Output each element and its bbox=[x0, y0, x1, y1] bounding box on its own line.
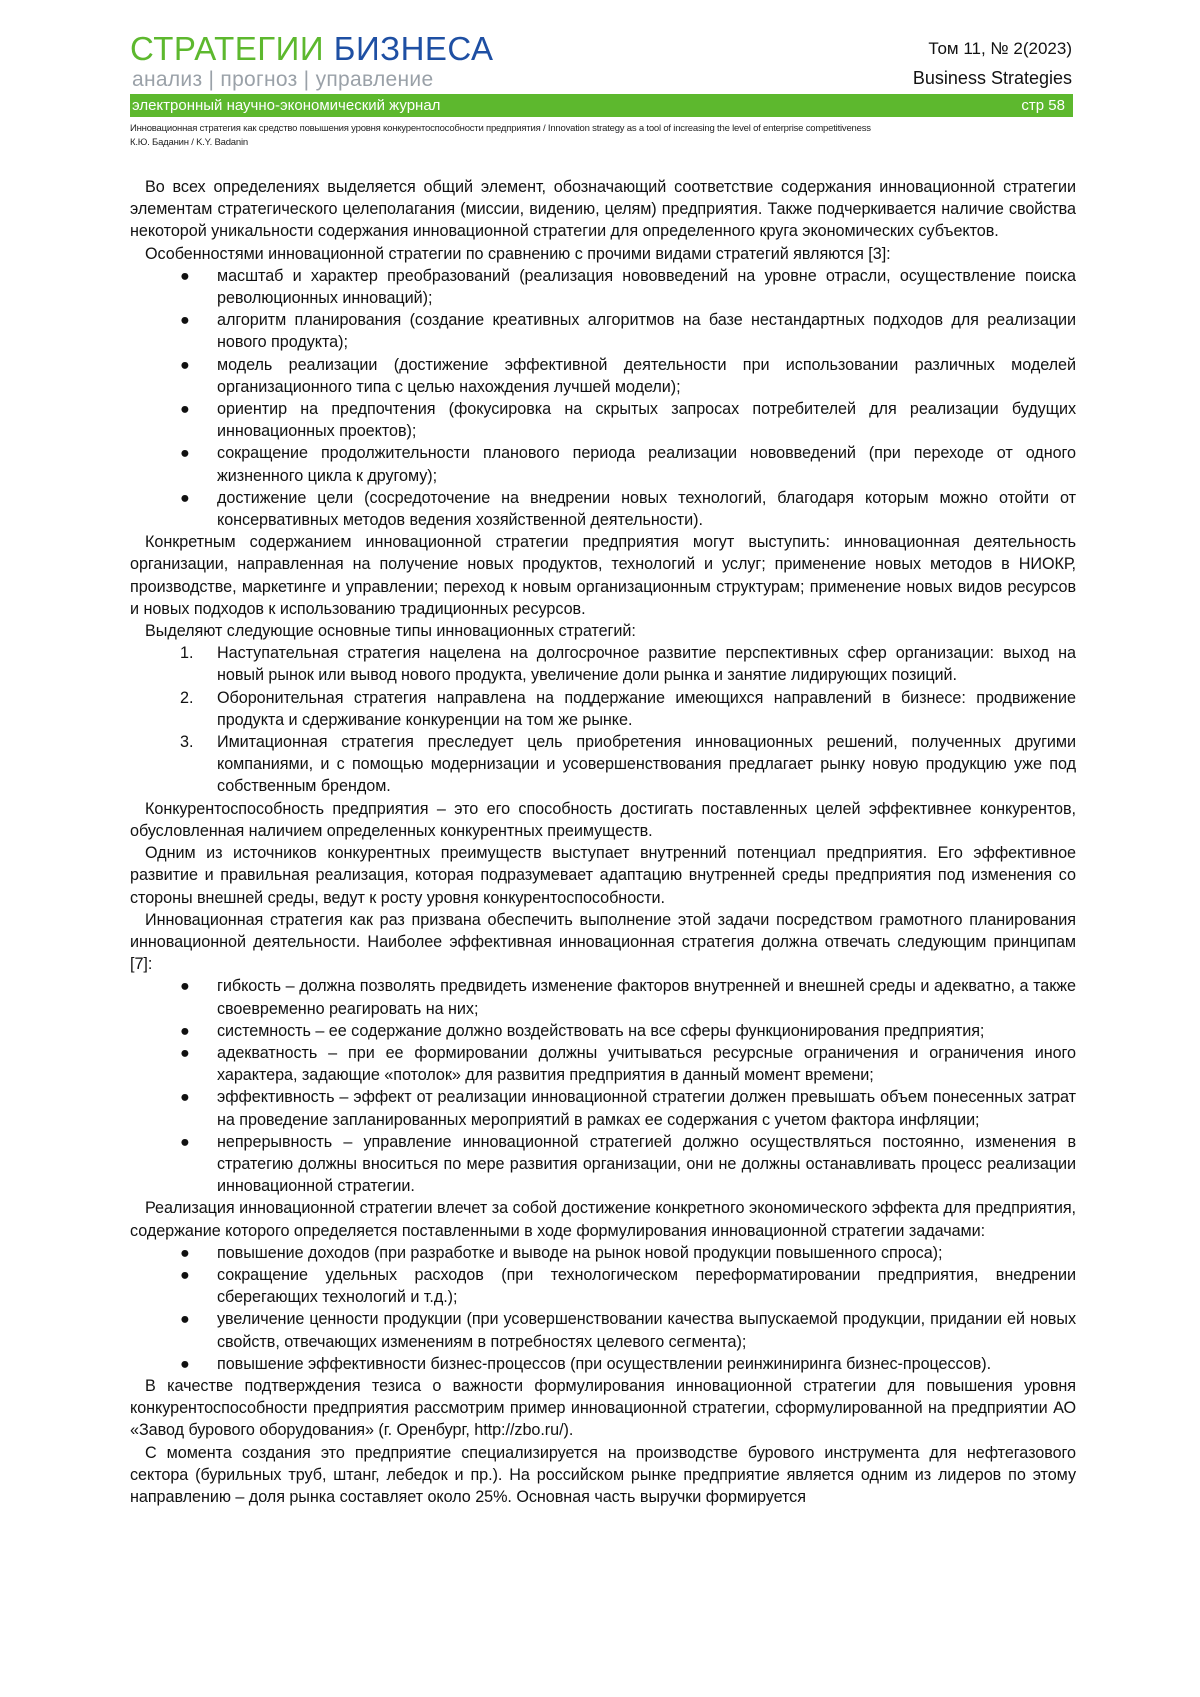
list-item bbox=[130, 975, 1076, 1019]
logo-subtitle: анализ | прогноз | управление bbox=[132, 68, 434, 91]
number-marker: 3. bbox=[180, 733, 194, 752]
article-authors: К.Ю. Баданин / K.Y. Badanin bbox=[130, 137, 248, 148]
paragraph: Одним из источников конкурентных преимуществ выступает внутренний потенциал предприятия. Его эффективное развитие и правильная реализация, которая подразумевает адаптацию внутренней среды предприятия под изменения со стороны внешней среды, ведут к росту уровня конкурентоспособности. bbox=[130, 844, 1076, 907]
list-item-text: гибкость – должна позволять предвидеть изменение факторов внутренней и внешней среды и адекватно, а также своевременно реагировать на них; bbox=[217, 977, 1076, 1018]
bullet-marker: ● bbox=[180, 400, 190, 419]
list-item-text: Оборонительная стратегия направлена на поддержание имеющихся направлений в бизнесе: продвижение продукта и сдерживание конкуренции на том же рынке. bbox=[217, 688, 1076, 729]
list-item-text: ориентир на предпочтения (фокусировка на скрытых запросах потребителей для реализации будущих инновационных проектов); bbox=[217, 400, 1076, 441]
list-item-text: достижение цели (сосредоточение на внедрении новых технологий, благодаря которым можно отойти от консервативных методов ведения хозяйственной деятельности). bbox=[217, 488, 1076, 530]
issue-number: Том 11, № 2(2023) bbox=[928, 39, 1072, 58]
bullet-marker: ● bbox=[180, 1354, 190, 1373]
list-item-text: эффективность – эффект от реализации инновационной стратегии должен превышать объем понесенных затрат на проведение запланированных мероприятий в рамках ее содержания с учетом фактора инфляции; bbox=[217, 1088, 1076, 1129]
paragraph: В качестве подтверждения тезиса о важности формулирования инновационной стратегии для повышения уровня конкурентоспособности предприятия рассмотрим пример инновационной стратегии, сформулированной на предприятии АО «Завод бурового оборудования» (г. Оренбург, http://zbo.ru/). bbox=[130, 1376, 1076, 1440]
bullet-marker: ● bbox=[180, 311, 190, 330]
list-item-text: повышение доходов (при разработке и выводе на рынок новой продукции повышенного спроса); bbox=[217, 1243, 943, 1262]
bullet-marker: ● bbox=[180, 977, 190, 996]
journal-logo bbox=[130, 32, 494, 65]
logo-word-strategies: СТРАТЕГИИ bbox=[130, 30, 325, 67]
list-item-text: адекватность – при ее формировании должны учитываться ресурсные ограничения и ограничения иного характера, задающие «потолок» для развития предприятия в данный момент времени; bbox=[217, 1043, 1076, 1085]
bullet-marker: ● bbox=[180, 1265, 190, 1284]
list-item bbox=[130, 1242, 1076, 1264]
journal-name-en: Business Strategies bbox=[912, 68, 1072, 88]
list-item bbox=[130, 309, 1076, 353]
article-title: Инновационная стратегия как средство повышения уровня конкурентоспособности предприятия / Innovation strategy as a tool of increasing the level of enterprise competitiveness bbox=[130, 123, 871, 134]
list-item bbox=[130, 354, 1076, 398]
article-body bbox=[130, 176, 1076, 1508]
running-header bbox=[130, 122, 1080, 150]
journal-type: электронный научно-экономический журнал bbox=[132, 97, 441, 114]
list-item bbox=[130, 1308, 1076, 1352]
paragraph: С момента создания это предприятие специализируется на производстве бурового инструмента для нефтегазового сектора (бурильных труб, штанг, лебедок и пр.). На российском рынке предприятие является одним из лидеров по этому направлению – доля рынка составляет около 25%. Основная часть выручки формируется bbox=[130, 1443, 1076, 1506]
bullet-marker: ● bbox=[180, 1043, 190, 1062]
bullet-marker: ● bbox=[180, 1088, 190, 1107]
bullet-marker: ● bbox=[180, 444, 190, 463]
number-marker: 1. bbox=[180, 644, 194, 663]
list-item bbox=[130, 442, 1076, 486]
paragraph: Инновационная стратегия как раз призвана обеспечить выполнение этой задачи посредством грамотного планирования инновационной деятельности. Наиболее эффективная инновационная стратегия должна отвечать следующим принципам [7]: bbox=[130, 910, 1076, 974]
list-item-text: модель реализации (достижение эффективной деятельности при использовании различных моделей организационного типа с целью нахождения лучшей модели); bbox=[217, 355, 1076, 396]
list-item bbox=[130, 487, 1076, 531]
paragraph: Выделяют следующие основные типы инновационных стратегий: bbox=[145, 622, 636, 641]
list-item-text: увеличение ценности продукции (при усовершенствовании качества выпускаемой продукции, придании ей новых свойств, отвечающих изменениям в потребностях целевого сегмента); bbox=[217, 1310, 1076, 1351]
list-item bbox=[130, 1020, 1076, 1042]
list-item-text: непрерывность – управление инновационной стратегией должно осуществляться постоянно, изменения в стратегию должны вноситься по мере развития организации, они не должны останавливать процесс реализации инновационной стратегии. bbox=[217, 1132, 1076, 1196]
effects-list bbox=[130, 1242, 1076, 1375]
page-number: стр 58 bbox=[1021, 97, 1065, 114]
list-item-text: сокращение удельных расходов (при технологическом переформатировании предприятия, внедрении сберегающих технологий и т.д.); bbox=[217, 1265, 1076, 1307]
list-item bbox=[130, 687, 1076, 731]
list-item bbox=[130, 1264, 1076, 1308]
paragraph: Особенностями инновационной стратегии по сравнению с прочими видами стратегий являются [3]: bbox=[145, 244, 891, 263]
list-item bbox=[130, 1131, 1076, 1198]
list-item-text: повышение эффективности бизнес-процессов (при осуществлении реинжиниринга бизнес-процессов). bbox=[217, 1354, 992, 1373]
bullet-marker: ● bbox=[180, 355, 190, 374]
list-item bbox=[130, 731, 1076, 798]
list-item bbox=[130, 265, 1076, 309]
bullet-marker: ● bbox=[180, 1021, 190, 1040]
list-item bbox=[130, 1042, 1076, 1086]
bullet-marker: ● bbox=[180, 1310, 190, 1329]
list-item bbox=[130, 642, 1076, 686]
bullet-marker: ● bbox=[180, 1132, 190, 1151]
list-item-text: сокращение продолжительности планового периода реализации нововведений (при переходе от одного жизненного цикла к другому); bbox=[217, 444, 1076, 485]
list-item bbox=[130, 1353, 1076, 1375]
logo-word-business: БИЗНЕСА bbox=[333, 30, 494, 67]
list-item-text: масштаб и характер преобразований (реализация нововведений на уровне отрасли, осуществление поиска революционных инноваций); bbox=[217, 266, 1076, 308]
list-item-text: Имитационная стратегия преследует цель приобретения инновационных решений, полученных другими компаниями, и с помощью модернизации и усовершенствования предлагает рынку новую продукцию уже под собственным брендом. bbox=[217, 733, 1076, 796]
number-marker: 2. bbox=[180, 688, 194, 707]
strategy-types-list bbox=[130, 642, 1076, 797]
paragraph: Реализация инновационной стратегии влечет за собой достижение конкретного экономического эффекта для предприятия, содержание которого определяется поставленными в ходе формулирования инновационной стратегии задачами: bbox=[130, 1199, 1076, 1240]
paragraph: Конкурентоспособность предприятия – это его способность достигать поставленных целей эффективнее конкурентов, обусловленная наличием определенных конкурентных преимуществ. bbox=[130, 799, 1076, 840]
list-item-text: алгоритм планирования (создание креативных алгоритмов на базе нестандартных подходов для реализации нового продукта); bbox=[217, 311, 1076, 352]
bullet-marker: ● bbox=[180, 1243, 190, 1262]
principles-list bbox=[130, 975, 1076, 1197]
list-item bbox=[130, 1086, 1076, 1130]
paragraph: Конкретным содержанием инновационной стратегии предприятия могут выступить: инновационная деятельность организации, направленная на получение новых продуктов, технологий и услуг; применение новых методов в НИОКР, производстве, маркетинге и управлении; переход к новым организационным структурам; применение новых видов ресурсов и новых подходов к использованию традиционных ресурсов. bbox=[130, 533, 1076, 618]
features-list bbox=[130, 265, 1076, 531]
list-item-text: Наступательная стратегия нацелена на долгосрочное развитие перспективных сфер организации: выход на новый рынок или вывод нового продукта, увеличение доли рынка и занятие лидирующих позиций. bbox=[217, 644, 1076, 685]
list-item bbox=[130, 398, 1076, 442]
bullet-marker: ● bbox=[180, 488, 190, 507]
journal-banner bbox=[130, 94, 1073, 117]
bullet-marker: ● bbox=[180, 266, 190, 285]
paragraph: Во всех определениях выделяется общий элемент, обозначающий соответствие содержания инновационной стратегии элементам стратегического целеполагания (миссии, видению, целям) предприятия. Также подчеркивается наличие свойства некоторой уникальности содержания инновационной стратегии для определенного круга экономических субъектов. bbox=[130, 178, 1076, 241]
list-item-text: системность – ее содержание должно воздействовать на все сферы функционирования предприятия; bbox=[217, 1021, 985, 1040]
